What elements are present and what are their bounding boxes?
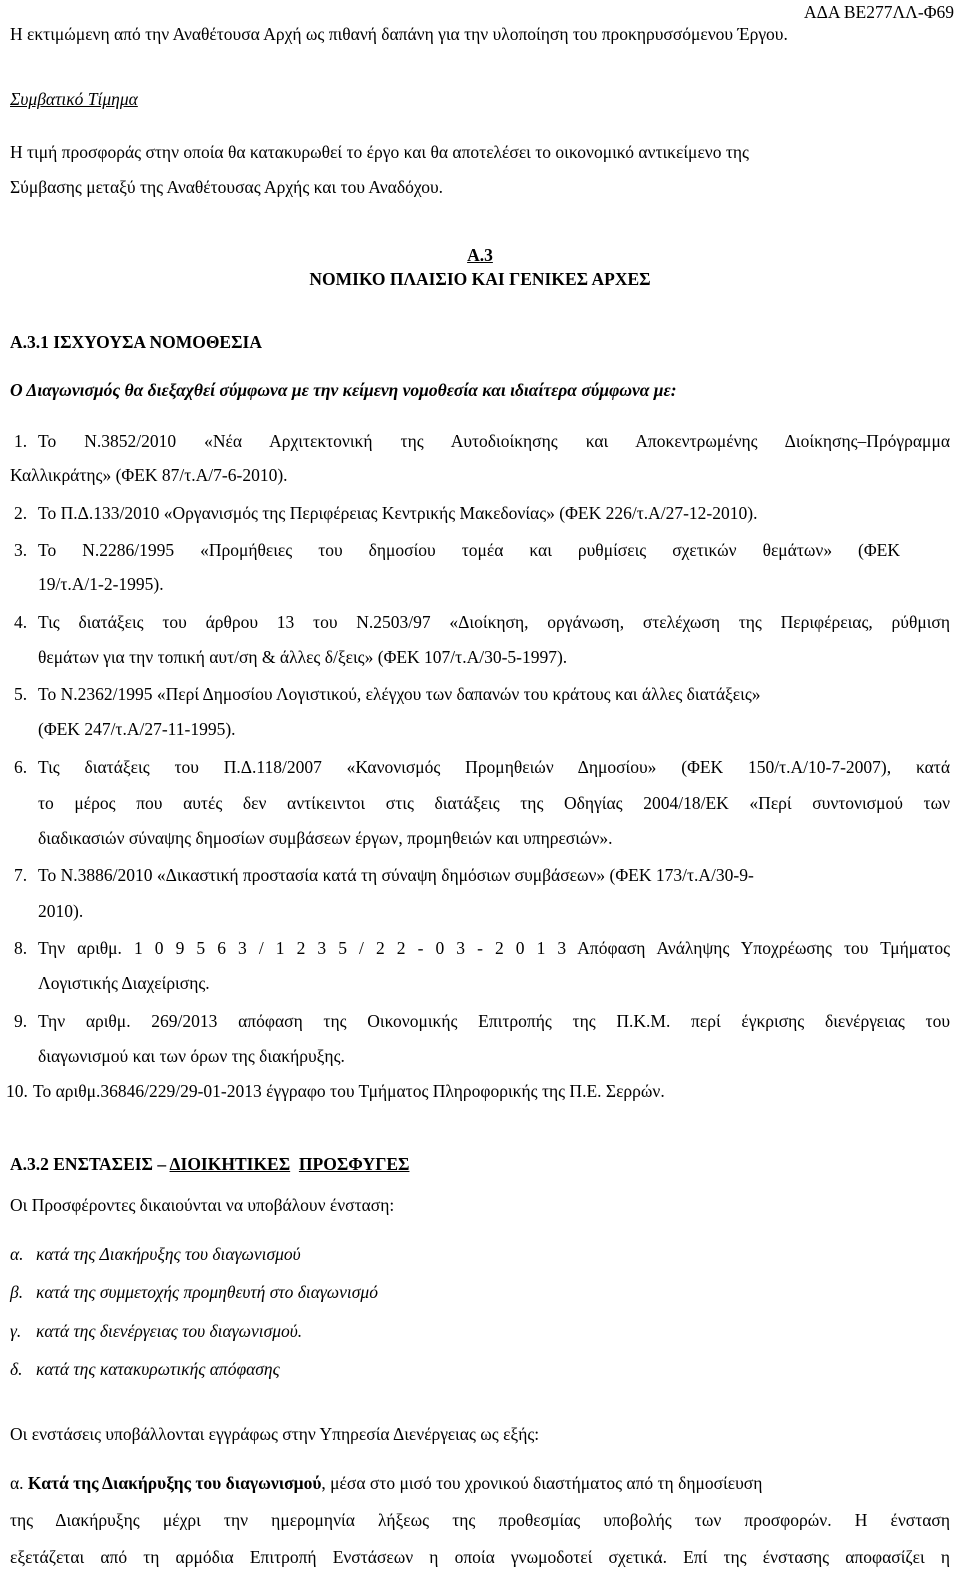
list-item-text: το μέρος που αυτές δεν αντίκειντοι στις διατάξεις της Οδηγίας 2004/18/ΕΚ «Περί συντονισμού των bbox=[38, 793, 950, 813]
list-item-text: διαδικασιών σύναψης δημοσίων συμβάσεων έργων, προμηθειών και υπηρεσιών». bbox=[38, 828, 613, 848]
list-item-text: θεμάτων για την τοπική αυτ/ση & άλλες δ/ξεις» (ΦΕΚ 107/τ.Α/30-5-1997). bbox=[38, 647, 568, 667]
list-item-text: Λογιστικής Διαχείρισης. bbox=[38, 973, 210, 993]
list-item-text: διαγωνισμού και των όρων της διακήρυξης. bbox=[38, 1046, 345, 1066]
paragraph-a-line3: εξετάζεται από τη αρμόδια Επιτροπή Ενστάσεων η οποία γνωμοδοτεί σχετικά. Επί της ένστασης αποφασίζει η bbox=[10, 1547, 950, 1567]
list-item-text: 2010). bbox=[38, 901, 84, 921]
section-title: ΝΟΜΙΚΟ ΠΛΑΙΣΙΟ ΚΑΙ ΓΕΝΙΚΕΣ ΑΡΧΕΣ bbox=[309, 269, 651, 289]
list-item-text: Το Ν.3852/2010 «Νέα Αρχιτεκτονική της Αυτοδιοίκησης και Αποκεντρωμένης Διοίκησης–Πρόγραμμα bbox=[38, 431, 950, 451]
list-item-number: 7. bbox=[14, 865, 28, 885]
contract-price-line2: Σύμβασης μεταξύ της Αναθέτουσας Αρχής και του Αναδόχου. bbox=[10, 177, 443, 197]
option-text: κατά της συμμετοχής προμηθευτή στο διαγωνισμό bbox=[36, 1282, 378, 1302]
list-item-text: Καλλικράτης» (ΦΕΚ 87/τ.Α/7-6-2010). bbox=[10, 465, 288, 485]
list-item-text: Το Ν.2286/1995 «Προμήθειες του δημοσίου τομέα και ρυθμίσεις σχετικών θεμάτων» (ΦΕΚ bbox=[38, 540, 900, 560]
list-item-number: 3. bbox=[14, 540, 28, 560]
paragraph-a-line2: της Διακήρυξης μέχρι την ημερομηνία λήξεως της προθεσμίας υποβολής των προσφορών. Η ένσταση bbox=[10, 1510, 950, 1530]
option-text: κατά της Διακήρυξης του διαγωνισμού bbox=[36, 1244, 301, 1264]
option-text: κατά της κατακυρωτικής απόφασης bbox=[36, 1359, 280, 1379]
section-number: Α.3 bbox=[467, 245, 493, 265]
list-item-text: Το Ν.3886/2010 «Δικαστική προστασία κατά τη σύναψη δημόσιων συμβάσεων» (ΦΕΚ 173/τ.Α/30-9- bbox=[38, 865, 754, 885]
paragraph-a-line1 bbox=[10, 1472, 950, 1494]
ada-code: ΑΔΑ ΒΕ277ΛΛ-Φ69 bbox=[803, 2, 954, 22]
subsection-heading-a31: Α.3.1 ΙΣΧΥΟΥΣΑ ΝΟΜΟΘΕΣΙΑ bbox=[10, 332, 262, 352]
list-item-number: 1. bbox=[14, 431, 28, 451]
intro-line: Η εκτιμώμενη από την Αναθέτουσα Αρχή ως πιθανή δαπάνη για την υλοποίηση του προκηρυσσόμενου Έργου. bbox=[10, 24, 788, 44]
list-item-number: 10. bbox=[6, 1081, 28, 1101]
list-item-number: 9. bbox=[14, 1011, 28, 1031]
list-item-text: (ΦΕΚ 247/τ.Α/27-11-1995). bbox=[38, 719, 236, 739]
list-item-text: Την αριθμ. 1 0 9 5 6 3 / 1 2 3 5 / 2 2 - 0 3 - 2 0 1 3 Απόφαση Ανάληψης Υποχρέωσης του Τμήματος bbox=[38, 938, 950, 958]
list-item-number: 8. bbox=[14, 938, 28, 958]
option-letter: δ. bbox=[10, 1359, 23, 1379]
list-item-text: Τις διατάξεις του άρθρου 13 του Ν.2503/97 «Διοίκηση, οργάνωση, στελέχωση της Περιφέρειας, ρύθμιση bbox=[38, 612, 950, 632]
list-item-text: Το αριθμ.36846/229/29-01-2013 έγγραφο του Τμήματος Πληροφορικής της Π.Ε. Σερρών. bbox=[33, 1081, 665, 1101]
paragraph-line1-rest: , μέσα στο μισό του χρονικού διαστήματος από τη δημοσίευση bbox=[321, 1473, 763, 1493]
list-item-number: 4. bbox=[14, 612, 28, 632]
heading-underlined: ΔΙΟΙΚΗΤΙΚΕΣ bbox=[169, 1154, 291, 1174]
heading-gap bbox=[290, 1154, 299, 1174]
paragraph-bold-phrase: Κατά της Διακήρυξης του διαγωνισμού bbox=[27, 1473, 322, 1493]
list-item-text: Το Π.Δ.133/2010 «Οργανισμός της Περιφέρειας Κεντρικής Μακεδονίας» (ΦΕΚ 226/τ.Α/27-12-2010). bbox=[38, 503, 758, 523]
paragraph-letter: α. bbox=[10, 1473, 24, 1493]
list-item-text: Την αριθμ. 269/2013 απόφαση της Οικονομικής Επιτροπής της Π.Κ.Μ. περί έγκρισης διενέργειας του bbox=[38, 1011, 950, 1031]
option-text: κατά της διενέργειας του διαγωνισμού. bbox=[36, 1321, 303, 1341]
submission-text: Οι ενστάσεις υποβάλλονται εγγράφως στην Υπηρεσία Διενέργειας ως εξής: bbox=[10, 1424, 540, 1444]
list-item-text: 19/τ.Α/1-2-1995). bbox=[38, 574, 164, 594]
legislation-intro: Ο Διαγωνισμός θα διεξαχθεί σύμφωνα με την κείμενη νομοθεσία και ιδιαίτερα σύμφωνα με: bbox=[10, 380, 677, 400]
list-item-number: 2. bbox=[14, 503, 28, 523]
heading-suffix: ΠΡΟΣΦΥΓΕΣ bbox=[298, 1154, 410, 1174]
subsection-heading-a32 bbox=[10, 1153, 409, 1175]
option-letter: γ. bbox=[10, 1321, 22, 1341]
list-item-text: Τις διατάξεις του Π.Δ.118/2007 «Κανονισμός Προμηθειών Δημοσίου» (ΦΕΚ 150/τ.Α/10-7-2007), κατά bbox=[38, 757, 950, 777]
list-item-number: 5. bbox=[14, 684, 28, 704]
list-item-text: Το Ν.2362/1995 «Περί Δημοσίου Λογιστικού, ελέγχου των δαπανών του κράτους και άλλες διατάξεις» bbox=[38, 684, 761, 704]
heading-prefix: Α.3.2 ΕΝΣΤΑΣΕΙΣ – bbox=[10, 1154, 170, 1174]
contract-price-title: Συμβατικό Τίμημα bbox=[10, 89, 138, 109]
contract-price-line1: Η τιμή προσφοράς στην οποία θα κατακυρωθεί το έργο και θα αποτελέσει το οικονομικό αντικείμενο της bbox=[10, 142, 749, 162]
list-item-number: 6. bbox=[14, 757, 28, 777]
option-letter: α. bbox=[10, 1244, 24, 1264]
option-letter: β. bbox=[10, 1282, 24, 1302]
objection-intro: Οι Προσφέροντες δικαιούνται να υποβάλουν ένσταση: bbox=[10, 1195, 395, 1215]
